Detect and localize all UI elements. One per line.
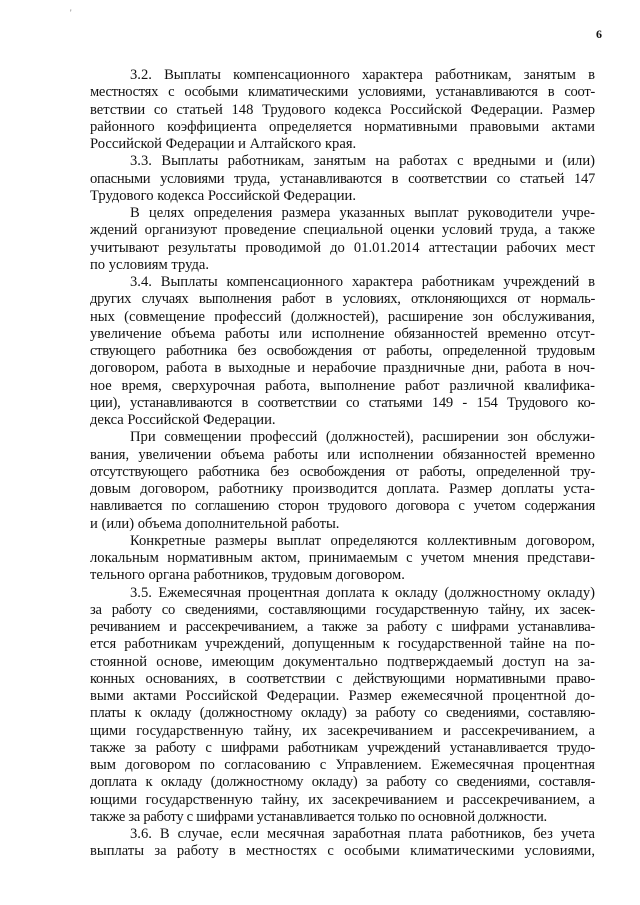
text-line: 3.5. Ежемесячная процентная доплата к окладу (должностному окладу) [130, 584, 595, 601]
text-line: учитывают результаты проводимой до 01.01.2014 аттестации рабочих мест [90, 239, 595, 256]
text-line: ждений организуют проведение специальной оценки условий труда, а также [90, 222, 595, 239]
text-line: договором, работа в выходные и нерабочие праздничные дни, работа в ноч- [90, 360, 595, 377]
page-number: 6 [596, 27, 602, 41]
paragraph-3-4-b [90, 429, 595, 533]
text-line: Трудового кодекса Российской Федерации. [90, 187, 356, 204]
paragraph-3-3-b [90, 205, 595, 274]
text-line: доплата к окладу (должностному окладу) за работу со сведениями, составля- [90, 774, 595, 791]
text-line: щими государственную тайну, их засекречиванием и рассекречиванием, а [90, 722, 595, 739]
text-line: ных (совмещение профессий (должностей), расширение зон обслуживания, [90, 308, 595, 325]
text-line: выплаты за работу в местностях с особыми климатическими условиями, [90, 843, 595, 860]
text-line: В целях определения размера указанных выплат руководители учре- [130, 205, 595, 221]
text-line: выми актами Российской Федерации. Размер ежемесячной процентной до- [90, 688, 595, 704]
text-line: 3.3. Выплаты работникам, занятым на работах с вредными и (или) [130, 153, 595, 170]
text-line: увеличение объема работы или исполнение обязанностей временно отсут- [90, 325, 595, 342]
document-body [90, 67, 595, 861]
text-line: локальным нормативным актом, принимаемым с учетом мнения представи- [90, 550, 595, 566]
text-line: Российской Федерации и Алтайского края. [90, 136, 357, 152]
paragraph-3-2 [90, 67, 595, 153]
text-line: за работу со сведениями, составляющими государственную тайну, их засек- [90, 601, 595, 618]
paragraph-3-5 [90, 585, 595, 827]
text-line: ющими государственную тайну, их засекречиванием и рассекречиванием, а [90, 791, 595, 808]
text-line: Конкретные размеры выплат определяются коллективным договором, [130, 532, 595, 549]
text-line: также за работу с шифрами устанавливается только по основной должности. [90, 808, 547, 825]
text-line: тельного органа работников, трудовым договором. [90, 567, 405, 584]
text-line: При совмещении профессий (должностей), расширении зон обслужи- [130, 429, 595, 446]
text-line: речиванием и рассекречиванием, а также за работу с шифрами устанавлива- [90, 619, 595, 635]
text-line: 3.2. Выплаты компенсационного характера работникам, занятым в [130, 67, 595, 83]
text-line: опасными условиями труда, устанавливаются в соответствии со статьей 147 [90, 170, 595, 187]
text-line: декса Российской Федерации. [90, 412, 276, 428]
paragraph-3-4 [90, 274, 595, 429]
text-line: районного коэффициента определяется нормативными правовыми актами [90, 118, 595, 135]
paragraph-3-6 [90, 826, 595, 861]
text-line: платы к окладу (должностному окладу) за работу со сведениями, составляю- [90, 705, 595, 722]
text-line: ствующего работника без освобождения от работы, определенной трудовым [90, 343, 595, 359]
text-line: довым договором, работнику производится доплата. Размер доплаты уста- [90, 481, 595, 497]
text-line: стоянной основе, имеющим документально подтверждаемый доступ на за- [90, 653, 595, 670]
text-line: других случаях выполнения работ в условиях, отклоняющихся от нормаль- [90, 291, 595, 308]
text-line: ется работникам учреждений, допущенным к государственной тайне на по- [90, 636, 595, 653]
text-line: конных основаниях, в соответствии с действующими нормативными право- [90, 670, 595, 687]
text-line: 3.6. В случае, если месячная заработная плата работников, без учета [130, 826, 595, 842]
corner-mark: ' [70, 8, 72, 18]
text-line: вания, увеличении объема работы или исполнении обязанностей временно [90, 446, 595, 463]
text-line: вым договором по согласованию с Управлением. Ежемесячная процентная [90, 757, 595, 773]
text-line: также за работу с шифрами работникам учреждений устанавливается трудо- [90, 739, 595, 756]
text-line: ное время, сверхурочная работа, выполнение работ различной квалифика- [90, 377, 595, 394]
text-line: по условиям труда. [90, 256, 209, 273]
text-line: ветствии со статьей 148 Трудового кодекса Российской Федерации. Размер [90, 101, 595, 118]
text-line: 3.4. Выплаты компенсационного характера работникам учреждений в [130, 274, 595, 290]
paragraph-3-4-c [90, 533, 595, 585]
text-line: и (или) объема дополнительной работы. [90, 515, 340, 532]
text-line: навливается по соглашению сторон трудового договора с учетом содержания [90, 498, 595, 515]
paragraph-3-3 [90, 153, 595, 205]
text-line: отсутствующего работника без освобождения от работы, определенной тру- [90, 463, 595, 480]
text-line: ции), устанавливаются в соответствии со статьями 149 - 154 Трудового ко- [90, 394, 595, 411]
text-line: местностях с особыми климатическими условиями, устанавливаются в соот- [90, 84, 595, 101]
